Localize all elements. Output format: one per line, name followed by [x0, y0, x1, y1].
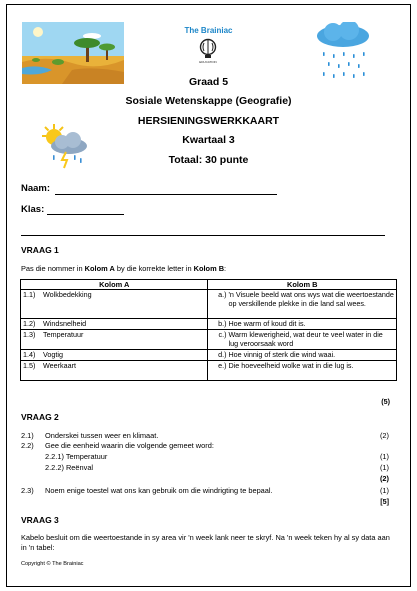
question-2-total: [5]	[380, 497, 389, 506]
question-1-heading: VRAAG 1	[21, 245, 59, 255]
table-row: 1.1) Wolkbedekking a.) 'n Visuele beeld wat ons wys wat die weertoestande op verskillende plekke in die land sal wees.	[21, 290, 397, 319]
question-1-instruction: Pas die nommer in Kolom A by die korrekte letter in Kolom B:	[21, 264, 227, 273]
matching-table	[20, 279, 397, 381]
table-row: 1.4) Vogtig d.) Hoe vinnig of sterk die wind waai.	[21, 350, 397, 361]
brand-name: The Brainiac	[184, 26, 233, 35]
question-2-1-text: Onderskei tussen weer en klimaat.	[45, 431, 159, 440]
question-2-2-1-text: 2.2.1) Temperatuur	[45, 452, 108, 461]
total-marks-title: Totaal: 30 punte	[168, 154, 249, 166]
table-row: 1.2) Windsnelheid b.) Hoe warm of koud dit is.	[21, 319, 397, 330]
column-b-header: Kolom B	[208, 280, 397, 290]
question-2-1-number: 2.1)	[21, 431, 34, 440]
question-2-3-marks: (1)	[379, 486, 389, 495]
class-field[interactable]	[47, 214, 124, 215]
question-2-2-text: Gee die eenheid waarin die volgende gemeet word:	[45, 441, 214, 450]
question-2-2-number: 2.2)	[21, 441, 34, 450]
question-2-2-2-marks: (1)	[379, 463, 389, 472]
table-row: 1.3) Temperatuur c.) Warm klewerigheid, wat deur te veel water in die lug veroorsaak word	[21, 330, 397, 350]
class-label: Klas:	[21, 204, 45, 215]
question-2-2-2-text: 2.2.2) Reënval	[45, 463, 94, 472]
question-2-1-marks: (2)	[379, 431, 389, 440]
brain-bulb-logo-icon	[196, 38, 220, 64]
question-1-total: (5)	[381, 397, 390, 406]
worksheet-title: HERSIENINGSWERKKAART	[137, 115, 280, 127]
question-2-3-text: Noem enige toestel wat ons kan gebruik om die windrigting te bepaal.	[45, 486, 273, 495]
subject-title: Sosiale Wetenskappe (Geografie)	[125, 95, 292, 107]
question-2-2-1-marks: (1)	[379, 452, 389, 461]
question-2-3-number: 2.3)	[21, 486, 34, 495]
question-2-heading: VRAAG 2	[21, 412, 59, 422]
question-3-heading: VRAAG 3	[21, 515, 59, 525]
section-divider	[21, 235, 385, 236]
copyright-footer: Copyright © The Brainiac	[21, 561, 84, 567]
question-3-text: Kabelo besluit om die weertoestande in sy area vir 'n week lank neer te skryf. Na 'n week teken hy al sy data aan in 'n tabel:	[21, 533, 390, 552]
term-title: Kwartaal 3	[182, 134, 235, 146]
grade-title: Graad 5	[188, 76, 229, 88]
column-a-header: Kolom A	[21, 280, 208, 290]
logo-caption: EDUCATION	[199, 60, 217, 64]
name-field[interactable]	[55, 194, 277, 195]
rain-cloud-icon	[313, 22, 373, 80]
question-2-2-subtotal: (2)	[379, 474, 389, 483]
name-label: Naam:	[21, 183, 51, 194]
table-row: 1.5) Weerkaart e.) Die hoeveelheid wolke wat in die lug is.	[21, 361, 397, 381]
